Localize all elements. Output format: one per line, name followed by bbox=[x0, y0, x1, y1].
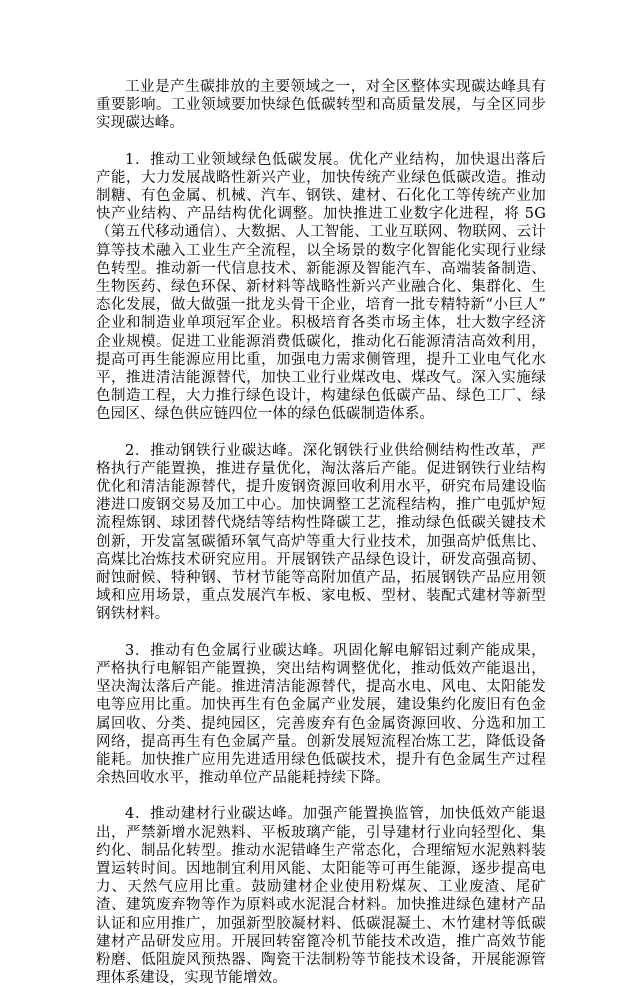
paragraph-item-4-building-materials-carbon-peak: 4．推动建材行业碳达峰。加强产能置换监管，加快低效产能退出，严禁新增水泥熟料、平板玻璃产能，引导建材行业向轻型化、集约化、制品化转型。推动水泥错峰生产常态化，合理缩短水泥熟料装置运转时间。因地制宜利用风能、太阳能等可再生能源，逐步提高电力、天然气应用比重。鼓励建材企业使用粉煤灰、工业废渣、尾矿渣、建筑废弃物等作为原料或水泥混合材料。加快推进绿色建材产品认证和应用推广，加强新型胶凝材料、低碳混凝土、木竹建材等低碳建材产品研发应用。开展回转窑篦冷机节能技术改造，推广高效节能粉磨、低阻旋风预热器、陶瓷干法制粉等节能技术设备，开展能源管理体系建设，实现节能增效。 bbox=[96, 806, 546, 987]
document-body bbox=[96, 78, 546, 987]
paragraph-intro: 工业是产生碳排放的主要领域之一，对全区整体实现碳达峰具有重要影响。工业领域要加快绿色低碳转型和高质量发展，与全区同步实现碳达峰。 bbox=[96, 79, 546, 132]
paragraph-item-2-steel-carbon-peak: 2．推动钢铁行业碳达峰。深化钢铁行业供给侧结构性改革，严格执行产能置换，推进存量优化，淘汰落后产能。促进钢铁行业结构优化和清洁能源替代，提升废钢资源回收利用水平，研究布局建设临港进口废钢交易及加工中心。加快调整工艺流程结构，推广电弧炉短流程炼钢、球团替代烧结等结构性降碳工艺，推动绿色低碳关键技术创新，开发富氢碳循环氧气高炉等重大行业技术，加强高炉低焦比、高煤比冶炼技术研究应用。开展钢铁产品绿色设计，研发高强高韧、耐蚀耐候、特种钢、节材节能等高附加值产品，拓展钢铁产品应用领域和应用场景，重点发展汽车板、家电板、型材、装配式建材等新型钢铁材料。 bbox=[96, 442, 546, 623]
paragraph-item-1-industry-green-lowcarbon: 1．推动工业领域绿色低碳发展。优化产业结构，加快退出落后产能，大力发展战略性新兴产业，加快传统产业绿色低碳改造。推动制糖、有色金属、机械、汽车、钢铁、建材、石化化工等传统产业加快产业结构、产品结构优化调整。加快推进工业数字化进程，将 5G（第五代移动通信）、大数据、人工智能、工业互联网、物联网、云计算等技术融入工业生产全流程，以全场景的数字化智能化实现行业绿色转型。推动新一代信息技术、新能源及智能汽车、高端装备制造、生物医药、绿色环保、新材料等战略性新兴产业融合化、集群化、生态化发展，做大做强一批龙头骨干企业，培育一批专精特新“小巨人”企业和制造业单项冠军企业。积极培育各类市场主体，壮大数字经济企业规模。促进工业能源消费低碳化，推动化石能源清洁高效利用，提高可再生能源应用比重，加强电力需求侧管理，提升工业电气化水平，推进清洁能源替代，加快工业行业煤改电、煤改气。深入实施绿色制造工程，大力推行绿色设计，构建绿色低碳产品、绿色工厂、绿色园区、绿色供应链四位一体的绿色低碳制造体系。 bbox=[96, 151, 546, 423]
paragraph-item-3-nonferrous-metal-carbon-peak: 3．推动有色金属行业碳达峰。巩固化解电解铝过剩产能成果，严格执行电解铝产能置换，突出结构调整优化，推动低效产能退出，坚决淘汰落后产能。推进清洁能源替代，提高水电、风电、太阳能发电等应用比重。加快再生有色金属产业发展，建设集约化废旧有色金属回收、分类、提纯园区，完善废弃有色金属资源回收、分选和加工网络，提高再生有色金属产量。创新发展短流程冶炼工艺，降低设备能耗。加快推广应用先进适用绿色低碳技术，提升有色金属生产过程余热回收水平，推动单位产品能耗持续下降。 bbox=[96, 642, 546, 787]
